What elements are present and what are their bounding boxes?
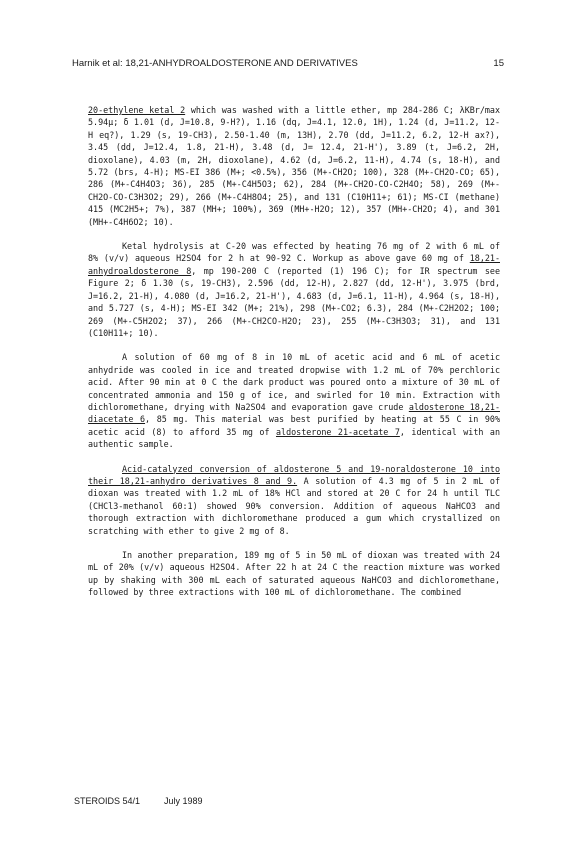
article-body — [88, 104, 500, 611]
compound-name: aldosterone 21-acetate 7 — [275, 426, 400, 437]
page-number: 15 — [493, 58, 504, 69]
compound-name: 20-ethylene ketal 2 — [88, 105, 186, 115]
running-header — [72, 58, 504, 69]
paragraph-text: , 85 mg. This material was best purified by heating at 55 C in 90% acetic acid (8) to afford 35 mg of — [88, 414, 500, 437]
journal-name: STEROIDS 54/1 — [74, 796, 141, 806]
paragraph-text: A solution of 4.3 mg of 5 in 2 mL of dioxan was treated with 1.2 mL of 18% HCl and stored at 20 C for 24 h until TLC (CHCl3-methanol 60:1) showed 90% conversion. Addition of aqueous NaHCO3 and thorough extraction with dichloromethane produced a gum which crystallized on scratching with ether to give 2 mg of 8. — [88, 475, 500, 536]
paragraph-text: In another preparation, 189 mg of 5 in 50 mL of dioxan was treated with 24 mL of 20% (v/v) aqueous H2SO4. After 22 h at 24 C the reaction mixture was worked up by shaking with 300 mL each of saturated aqueous NaHCO3 and dichloromethane, followed by three extractions with 100 mL of dichloromethane. The combined — [88, 550, 500, 598]
paragraph-3 — [88, 351, 500, 450]
paragraph-1 — [88, 104, 500, 228]
running-title: Harnik et al: 18,21-ANHYDROALDOSTERONE AND DERIVATIVES — [72, 58, 358, 69]
compound-name: 18,21-anhydroaldosterone 8 — [88, 253, 500, 276]
section-heading: Acid-catalyzed conversion of aldosterone 5 and 19-noraldosterone 10 into their 18,21-anhydro derivatives 8 and 9. — [88, 463, 500, 486]
paragraph-2 — [88, 240, 500, 339]
paragraph-4 — [88, 463, 500, 537]
footer — [74, 796, 203, 806]
paragraph-text: , mp 190-200 C (reported (1) 196 C); for IR spectrum see Figure 2; δ 1.30 (s, 19-CH3), 2.596 (dd, 12-H), 2.827 (dd, 12-H'), 3.975 (brd, J=16.2, 21-H), 4.080 (d, J=16.2, 21-H'), 4.683 (d, J=6.1, 11-H), 4.964 (s, 18-H), and 5.727 (s, 4-H); MS-EI 342 (M+; 21%), 298 (M+-CO2; 6.3), 284 (M+-C2H2O2; 100; 269 (M+-C5H2O2; 37), 266 (M+-CH2CO-H2O; 23), 255 (M+-C3H3O3; 31), and 131 (C10H11+; 10). — [88, 265, 500, 338]
paragraph-text: which was washed with a little ether, mp 284-286 C; λKBr/max 5.94μ; δ 1.01 (d, J=10.8, 9-H?), 1.16 (dq, J=4.1, 12.0, 1H), 1.24 (d, J=11.2, 12-H eq?), 1.29 (s, 19-CH3), 2.50-1.40 (m, 13H), 2.70 (dd, J=11.2, 6.2, 12-H ax?), 3.45 (dd, J=12.4, 1.8, 21-H), 3.48 (d, J= 12.4, 21-H'), 3.89 (t, J=6.2, 2H, dioxolane), 4.03 (m, 2H, dioxolane), 4.62 (d, J=6.2, 11-H), 4.74 (s, 18-H), and 5.72 (brs, 4-H); MS-EI 386 (M+; <0.5%), 356 (M+-CH2O; 100), 328 (M+-CH2O-CO; 65), 286 (M+-C4H4O3; 36), 285 (M+-C4H5O3; 62), 284 (M+-CH2O-CO-C2H4O; 58), 269 (M+-CH2O-CO-C3H3O2; 29), 266 (M+-C4H8O4; 25), and 131 (C10H11+; 61); MS-CI (methane) 415 (MC2H5+; 7%), 387 (MH+; 100%), 369 (MH+-H2O; 12), 357 (MH+-CH2O; 4), and 301 (MH+-C4H6O2; 10). — [88, 105, 500, 227]
paragraph-5 — [88, 549, 500, 599]
compound-name: aldosterone 18,21-diacetate 6 — [88, 401, 500, 425]
paragraph-text: Ketal hydrolysis at C-20 was effected by heating 76 mg of 2 with 6 mL of 8% (v/v) aqueous H2SO4 for 2 h at 90-92 C. Workup as above gave 60 mg of — [88, 241, 500, 264]
paragraph-text: A solution of 60 mg of 8 in 10 mL of acetic acid and 6 mL of acetic anhydride was cooled in ice and treated dropwise with 1.2 mL of 70% perchloric acid. After 90 min at 0 C the dark product was poured onto a mixture of 30 mL of concentrated ammonia and 150 g of ice, and swirled for 10 min. Extraction with dichloromethane, drying with Na2SO4 and evaporation gave crude — [88, 352, 500, 412]
issue-date: July 1989 — [164, 796, 203, 806]
paragraph-text: , identical with an authentic sample. — [88, 426, 500, 450]
